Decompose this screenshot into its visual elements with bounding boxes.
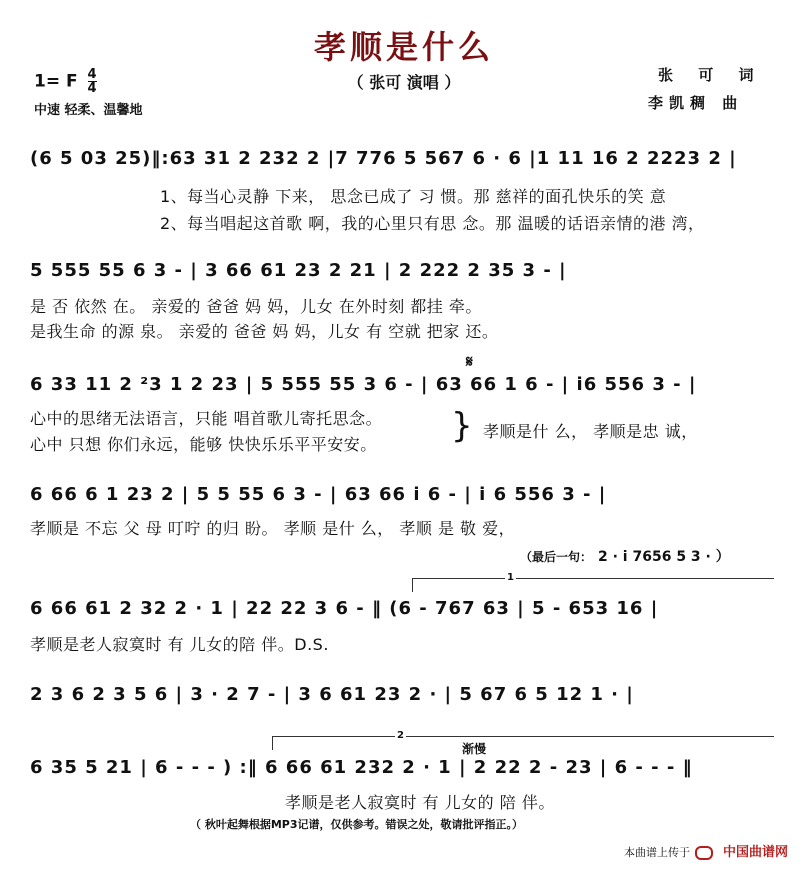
system-2-notes: 5 555 55 6 3 - | 3 66 61 23 2 21 | 2 222 2 35 3 - | — [30, 260, 567, 281]
verse-brace: } — [451, 406, 473, 446]
system-5-notes: 6 66 61 2 32 2 · 1 | 22 22 3 6 - ‖ (6 - 767 63 | 5 - 653 16 | — [30, 598, 659, 619]
system-3-notes: 6 33 11 2 ²3 1 2 23 | 5 555 55 3 6 - | 63 66 1 6 - | i6 556 3 - | — [30, 374, 697, 395]
system-3-chorus-lyric: 孝顺是什 么， 孝顺是忠 诚， — [483, 422, 698, 441]
system-1-lyric-verse-1: 1、每当心灵静 下来， 思念已成了 习 惯。那 慈祥的面孔快乐的笑 意 — [160, 187, 667, 206]
tempo-change-marking: 渐慢 — [462, 742, 487, 756]
system-2-lyric-verse-2: 是我生命 的源 泉。 亲爱的 爸爸 妈 妈，儿女 有 空就 把家 还。 — [30, 322, 499, 341]
system-6-notes: 2 3 6 2 3 5 6 | 3 · 2 7 - | 3 6 61 23 2 · | 5 67 6 5 12 1 · | — [30, 684, 634, 705]
system-4-lyric: 孝顺是 不忘 父 母 叮咛 的归 盼。 孝顺 是什 么， 孝顺 是 敬 爱， — [30, 519, 516, 538]
system-1-lyric-verse-2: 2、每当唱起这首歌 啊，我的心里只有思 念。那 温暖的话语亲情的港 湾， — [160, 214, 705, 233]
time-top: 4 — [87, 67, 97, 82]
song-title: 孝顺是什么 — [313, 28, 494, 66]
tempo-marking: 中速 轻柔、温馨地 — [34, 103, 143, 118]
system-7-notes: 6 35 5 21 | 6 - - - ) :‖ 6 66 61 232 2 · 1 | 2 22 2 - 23 | 6 - - - ‖ — [30, 757, 693, 778]
volta-2-label: 2 — [397, 730, 404, 741]
volta-1-label: 1 — [507, 572, 514, 583]
volta-2-bracket-end — [272, 736, 273, 750]
site-logo-text: 中国曲谱网 — [722, 845, 788, 860]
system-2-lyric-verse-1: 是 否 依然 在。 亲爱的 爸爸 妈 妈，儿女 在外时刻 都挂 牵。 — [30, 297, 482, 316]
volta-2-bracket — [272, 736, 774, 737]
system-3-lyric-verse-1: 心中的思绪无法语言，只能 唱首歌儿寄托思念。 — [30, 409, 383, 428]
system-3-lyric-verse-2: 心中 只想 你们永远，能够 快快乐乐平平安安。 — [30, 435, 377, 454]
ending-note-label: （最后一句： — [520, 550, 593, 564]
volta-1-bracket — [412, 578, 774, 579]
upload-label: 本曲谱上传于 — [623, 846, 690, 859]
lyricist-credit: 张 可 词 — [658, 66, 764, 84]
performer-subtitle: （ 张可 演唱 ） — [347, 73, 461, 92]
volta-1-bracket-end — [412, 578, 413, 592]
key-signature — [34, 68, 97, 95]
system-5-lyric: 孝顺是老人寂寞时 有 儿女的陪 伴。D.S. — [30, 635, 329, 654]
transcriber-note: （ 秋叶起舞根据MP3记谱，仅供参考。错误之处，敬请批评指正。） — [190, 818, 523, 831]
segno-sign: 𝄋 — [466, 352, 473, 371]
system-7-lyric: 孝顺是老人寂寞时 有 儿女的 陪 伴。 — [285, 793, 555, 812]
time-signature — [88, 68, 97, 95]
site-logo-icon — [695, 846, 713, 860]
system-4-notes: 6 66 6 1 23 2 | 5 5 55 6 3 - | 63 66 i 6 - | i 6 556 3 - | — [30, 484, 607, 505]
composer-credit: 李凯稠 曲 — [648, 94, 744, 112]
key-label: 1= F — [34, 71, 78, 92]
time-bottom: 4 — [87, 81, 97, 96]
upload-credit — [624, 841, 788, 860]
ending-note-notes: 2 · i 7656 5 3 · ） — [598, 549, 730, 565]
system-1-notes: (6 5 03 25)‖:63 31 2 232 2 |7 776 5 567 6 · 6 |1 11 16 2 2223 2 | — [30, 148, 737, 169]
